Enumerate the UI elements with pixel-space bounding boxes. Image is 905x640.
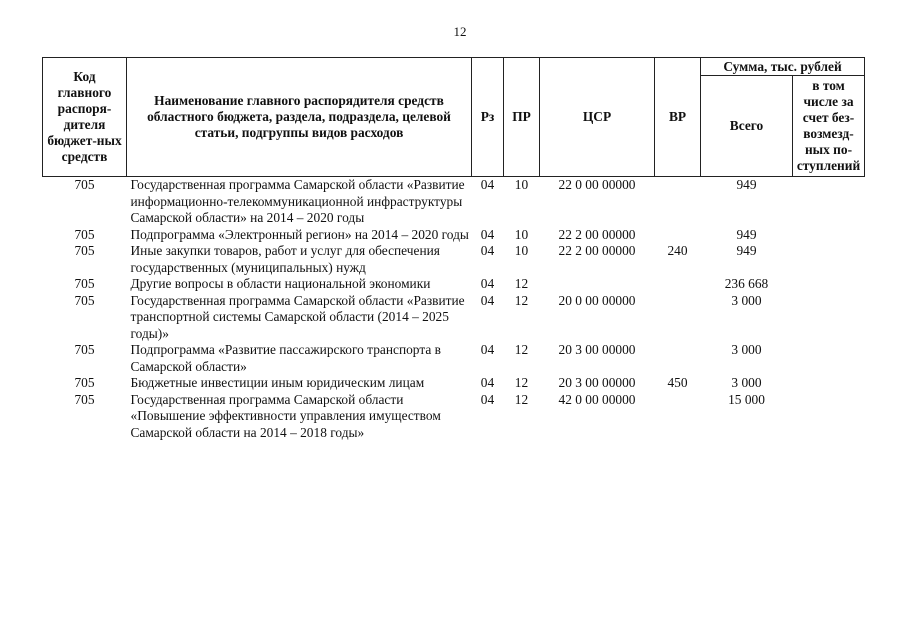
header-row <box>43 58 865 76</box>
cell-name: Государственная программа Самарской области «Повышение эффективности управления имуществом Самарской области на 2014 – 2018 годы» <box>130 391 441 440</box>
header-code: Код главного распоря-дителя бюджет-ных средств <box>43 58 127 177</box>
cell-code: 705 <box>74 391 95 407</box>
cell-grants <box>793 392 865 442</box>
cell-pr: 10 <box>514 243 529 258</box>
table-row <box>43 243 865 276</box>
cell-name: Другие вопросы в области национальной экономики <box>130 276 431 291</box>
cell-vr <box>655 177 701 227</box>
cell-csr: 42 0 00 00000 <box>558 391 636 407</box>
header-csr: ЦСР <box>540 58 655 177</box>
cell-name: Бюджетные инвестиции иным юридическим лицам <box>130 375 425 390</box>
cell-rz: 04 <box>480 391 495 407</box>
cell-rz: 04 <box>480 226 495 242</box>
cell-code: 705 <box>74 342 95 357</box>
cell-pr: 10 <box>514 226 529 242</box>
cell-code: 705 <box>74 292 95 308</box>
table-row <box>43 342 865 375</box>
cell-code: 705 <box>74 226 95 242</box>
table-row <box>43 276 865 293</box>
cell-pr: 12 <box>514 342 529 357</box>
table-row <box>43 375 865 392</box>
cell-csr: 20 3 00 00000 <box>558 342 636 357</box>
cell-vr <box>655 227 701 244</box>
header-sum: Сумма, тыс. рублей <box>701 58 865 76</box>
cell-csr <box>540 276 655 293</box>
cell-vr: 240 <box>667 243 688 258</box>
header-total: Всего <box>701 76 793 177</box>
cell-grants <box>793 276 865 293</box>
cell-csr: 22 0 00 00000 <box>558 177 636 192</box>
cell-rz: 04 <box>480 292 495 308</box>
cell-rz: 04 <box>480 375 495 390</box>
cell-name: Подпрограмма «Электронный регион» на 2014 – 2020 годы <box>130 226 469 242</box>
cell-total: 15 000 <box>728 391 765 407</box>
cell-total: 3 000 <box>731 342 762 357</box>
cell-vr <box>655 392 701 442</box>
table-row <box>43 392 865 442</box>
header-rz: Рз <box>472 58 504 177</box>
cell-pr: 12 <box>514 276 529 291</box>
cell-csr: 20 3 00 00000 <box>558 375 636 390</box>
header-name: Наименование главного распорядителя средств областного бюджета, раздела, подраздела, целевой статьи, подгруппы видов расходов <box>127 58 472 177</box>
table-row <box>43 293 865 343</box>
cell-name: Государственная программа Самарской области «Развитие информационно-телекоммуникационной инфраструктуры Самарской области» на 2014 – 2020 годы <box>130 177 465 225</box>
cell-name: Иные закупки товаров, работ и услуг для обеспечения государственных (муниципальных) нужд <box>130 243 440 275</box>
cell-rz: 04 <box>480 177 495 192</box>
cell-code: 705 <box>74 375 95 390</box>
cell-total: 236 668 <box>724 276 769 291</box>
cell-vr: 450 <box>667 375 688 390</box>
header-grants: в том числе за счет без-возмезд-ных по-ступлений <box>793 76 865 177</box>
cell-total: 949 <box>736 226 757 242</box>
cell-grants <box>793 177 865 227</box>
cell-rz: 04 <box>480 276 495 291</box>
table-row <box>43 177 865 227</box>
cell-code: 705 <box>74 177 95 192</box>
table-row <box>43 227 865 244</box>
header-pr: ПР <box>504 58 540 177</box>
cell-rz: 04 <box>480 243 495 258</box>
cell-grants <box>793 375 865 392</box>
cell-code: 705 <box>74 276 95 291</box>
cell-csr: 20 0 00 00000 <box>558 292 636 308</box>
cell-name: Государственная программа Самарской области «Развитие транспортной системы Самарской области (2014 – 2025 годы)» <box>130 292 465 341</box>
budget-table <box>42 57 865 441</box>
header-vr: ВР <box>655 58 701 177</box>
cell-pr: 10 <box>514 177 529 192</box>
cell-csr: 22 2 00 00000 <box>558 226 636 242</box>
cell-total: 949 <box>736 177 757 192</box>
cell-csr: 22 2 00 00000 <box>558 243 636 258</box>
cell-vr <box>655 276 701 293</box>
cell-name: Подпрограмма «Развитие пассажирского транспорта в Самарской области» <box>130 342 441 374</box>
cell-total: 3 000 <box>731 375 762 390</box>
cell-grants <box>793 243 865 276</box>
cell-pr: 12 <box>514 292 529 308</box>
cell-vr <box>655 293 701 343</box>
cell-vr <box>655 342 701 375</box>
cell-code: 705 <box>74 243 95 258</box>
cell-total: 949 <box>736 243 757 258</box>
cell-pr: 12 <box>514 375 529 390</box>
cell-grants <box>793 342 865 375</box>
cell-grants <box>793 293 865 343</box>
page-number: 12 <box>453 24 467 39</box>
cell-pr: 12 <box>514 391 529 407</box>
cell-grants <box>793 227 865 244</box>
cell-total: 3 000 <box>731 292 762 308</box>
cell-rz: 04 <box>480 342 495 357</box>
